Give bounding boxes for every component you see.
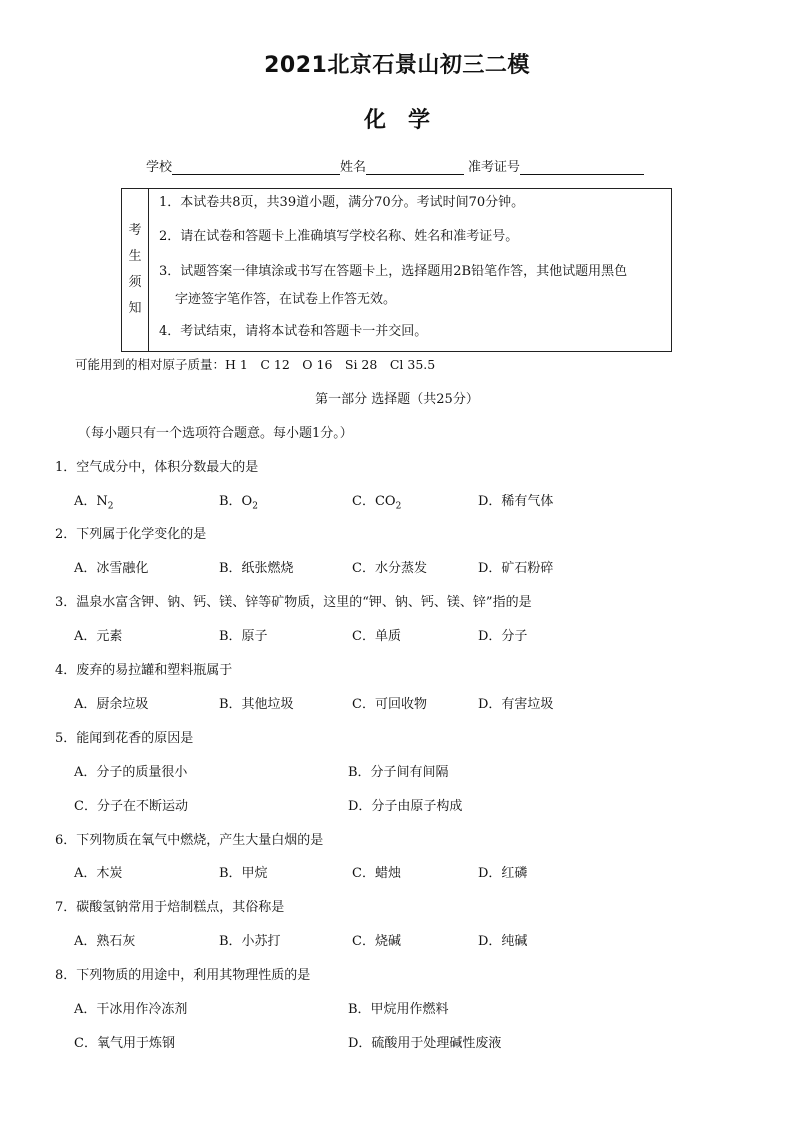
question-6-option-c[interactable]: C．蜡烛 [352, 866, 401, 881]
question-4-option-c[interactable]: C．可回收物 [352, 697, 427, 712]
exam-subject: 化 学 [363, 108, 430, 133]
question-8-option-b[interactable]: B．甲烷用作燃料 [348, 1002, 449, 1017]
school-label: 学校 [146, 160, 173, 175]
question-1-option-d[interactable]: D．稀有气体 [478, 494, 554, 509]
school-blank[interactable] [172, 160, 340, 175]
question-2-stem: 2．下列属于化学变化的是 [55, 527, 207, 542]
exam-title: 2021北京石景山初三二模 [264, 53, 530, 78]
name-blank[interactable] [366, 160, 464, 175]
question-2-option-b[interactable]: B．纸张燃烧 [219, 561, 294, 576]
question-8-option-d[interactable]: D．硫酸用于处理碱性废液 [348, 1036, 502, 1051]
option-subscript: 2 [395, 501, 402, 512]
notice-item-4: 4．考试结束，请将本试卷和答题卡一并交回。 [159, 324, 428, 339]
id-blank[interactable] [520, 160, 644, 175]
section-instruction: （每小题只有一个选项符合题意。每小题1分。） [78, 426, 353, 441]
name-label: 姓名 [340, 160, 367, 175]
question-4-option-b[interactable]: B．其他垃圾 [219, 697, 294, 712]
option-text: B．O [219, 494, 253, 509]
student-info-line [146, 156, 644, 175]
question-4-option-a[interactable]: A．厨余垃圾 [74, 697, 149, 712]
exam-notice-box [121, 188, 672, 352]
question-1-option-c[interactable] [352, 490, 401, 512]
question-7-option-c[interactable]: C．烧碱 [352, 934, 401, 949]
notice-side-char: 考 [128, 223, 142, 238]
question-2-option-c[interactable]: C．水分蒸发 [352, 561, 427, 576]
question-4-stem: 4．废弃的易拉罐和塑料瓶属于 [55, 663, 233, 678]
option-text: C．CO [352, 494, 396, 509]
option-subscript: 2 [252, 501, 258, 512]
question-2-option-a[interactable]: A．冰雪融化 [74, 561, 149, 576]
question-6-option-d[interactable]: D．红磷 [478, 866, 528, 881]
question-5-option-b[interactable]: B．分子间有间隔 [348, 765, 449, 780]
question-1-option-b[interactable] [219, 490, 258, 512]
question-7-option-d[interactable]: D．纯碱 [478, 934, 528, 949]
question-2-option-d[interactable]: D．矿石粉碎 [478, 561, 554, 576]
question-5-option-d[interactable]: D．分子由原子构成 [348, 799, 463, 814]
question-6-stem: 6．下列物质在氧气中燃烧，产生大量白烟的是 [55, 833, 324, 848]
question-5-stem: 5．能闻到花香的原因是 [55, 731, 194, 746]
question-3-option-c[interactable]: C．单质 [352, 629, 401, 644]
question-1-stem: 1．空气成分中，体积分数最大的是 [55, 460, 259, 475]
question-8-option-a[interactable]: A．干冰用作冷冻剂 [74, 1002, 188, 1017]
notice-item-3-continued: 字迹签字笔作答，在试卷上作答无效。 [175, 292, 397, 307]
question-8-option-c[interactable]: C．氧气用于炼钢 [74, 1036, 175, 1051]
question-3-option-b[interactable]: B．原子 [219, 629, 268, 644]
question-6-option-a[interactable]: A．木炭 [74, 866, 123, 881]
question-7-stem: 7．碳酸氢钠常用于焙制糕点，其俗称是 [55, 900, 285, 915]
notice-side-char: 知 [128, 301, 142, 316]
notice-item-1: 1．本试卷共8页，共39道小题，满分70分。考试时间70分钟。 [159, 195, 525, 210]
question-1-option-a[interactable] [74, 490, 114, 512]
question-4-option-d[interactable]: D．有害垃圾 [478, 697, 554, 712]
notice-item-2: 2．请在试卷和答题卡上准确填写学校名称、姓名和准考证号。 [159, 229, 519, 244]
question-8-stem: 8．下列物质的用途中，利用其物理性质的是 [55, 968, 311, 983]
notice-side-char: 生 [128, 249, 142, 264]
option-subscript: 2 [107, 501, 114, 512]
question-6-option-b[interactable]: B．甲烷 [219, 866, 268, 881]
notice-item-3: 3．试题答案一律填涂或书写在答题卡上，选择题用2B铅笔作答，其他试题用黑色 [159, 264, 628, 279]
section-title: 第一部分 选择题（共25分） [315, 392, 479, 407]
question-5-option-c[interactable]: C．分子在不断运动 [74, 799, 188, 814]
option-text: A．N [74, 494, 108, 509]
question-3-option-a[interactable]: A．元素 [74, 629, 123, 644]
notice-side-char: 须 [128, 275, 142, 290]
id-label: 准考证号 [468, 160, 521, 175]
question-5-option-a[interactable]: A．分子的质量很小 [74, 765, 188, 780]
notice-side-label [122, 189, 149, 351]
question-3-option-d[interactable]: D．分子 [478, 629, 528, 644]
question-3-stem: 3．温泉水富含钾、钠、钙、镁、锌等矿物质，这里的“钾、钠、钙、镁、锌”指的是 [55, 595, 532, 610]
atomic-masses: 可能用到的相对原子质量：H 1 C 12 O 16 Si 28 Cl 35.5 [75, 357, 436, 372]
question-7-option-b[interactable]: B．小苏打 [219, 934, 281, 949]
question-7-option-a[interactable]: A．熟石灰 [74, 934, 136, 949]
